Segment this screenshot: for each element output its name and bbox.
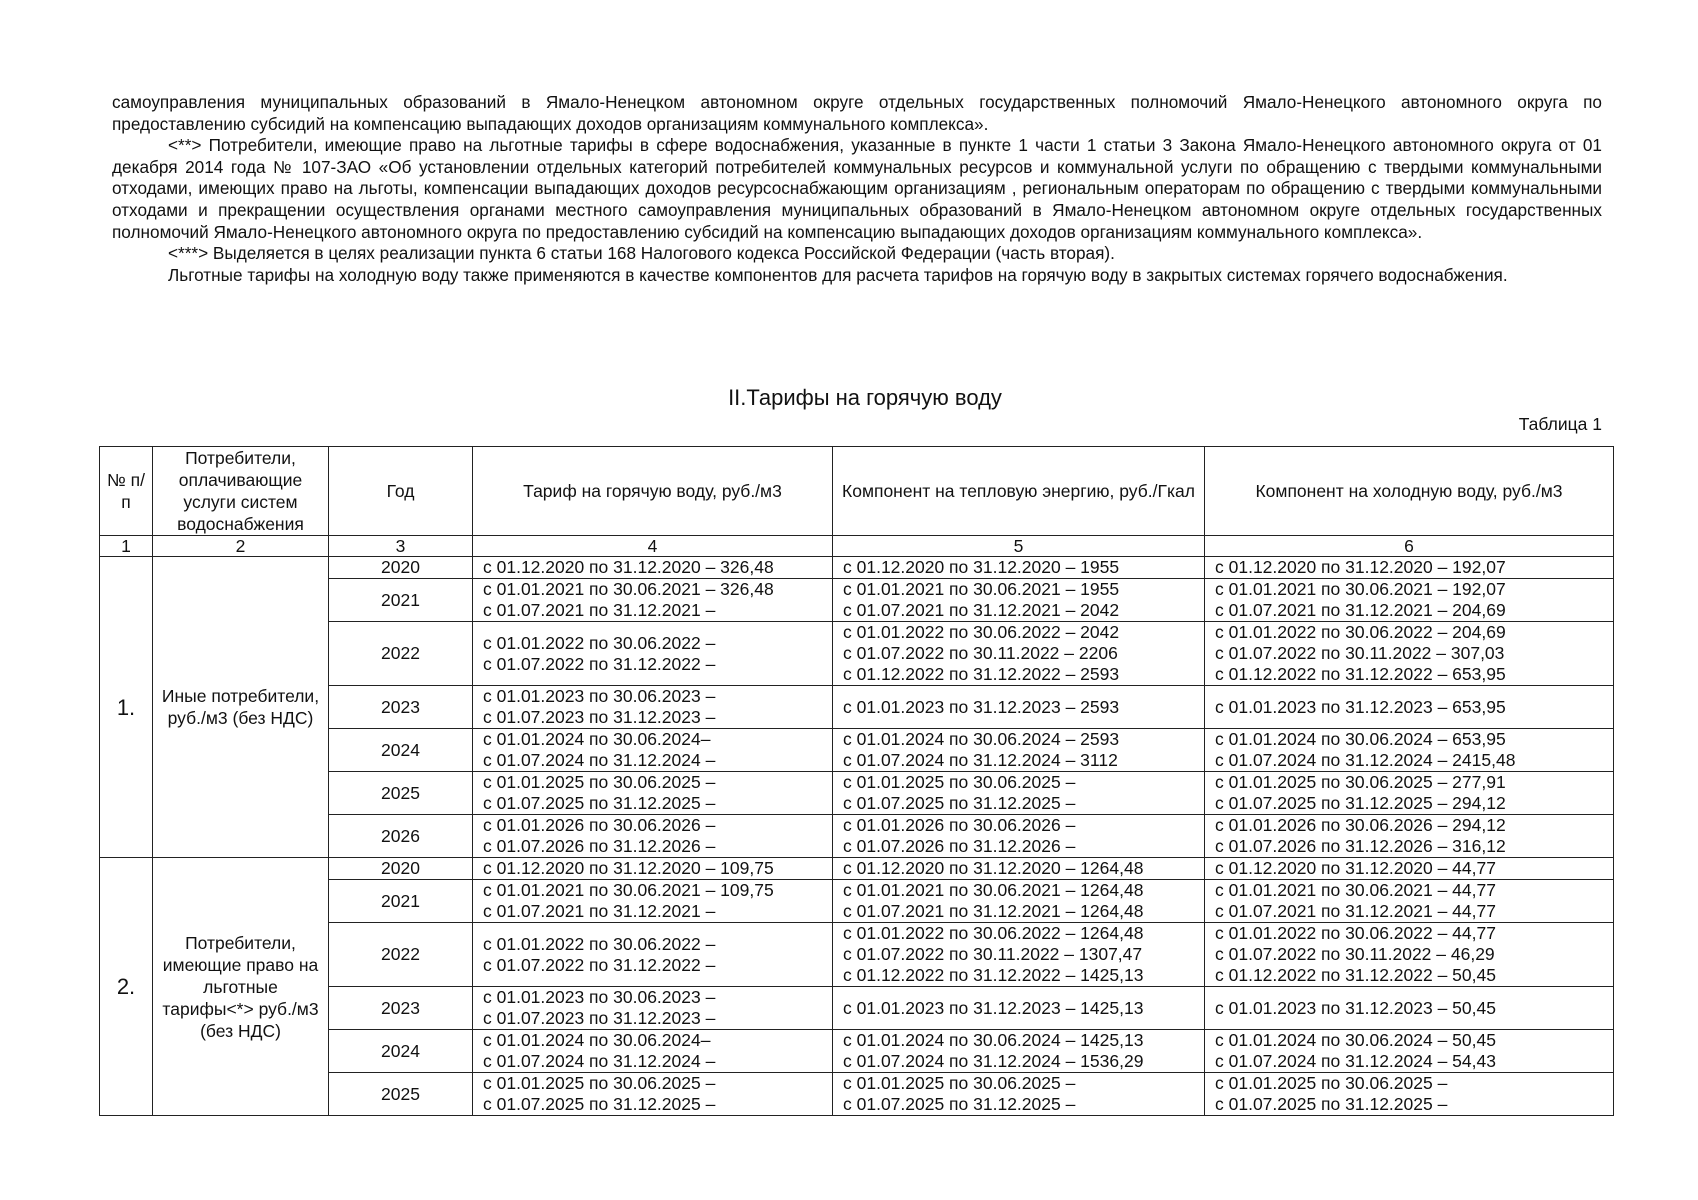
hot-water-tariff-cell — [473, 1030, 833, 1073]
consumer-category: Иные потребители, руб./м3 (без НДС) — [153, 557, 329, 858]
hot-water-tariff-cell — [473, 815, 833, 858]
year-cell: 2021 — [329, 579, 473, 622]
cold-water-component-cell — [1205, 1073, 1614, 1116]
tariff-period-line: с 01.01.2026 по 30.06.2026 – — [843, 815, 1076, 835]
tariff-period-line: с 01.01.2025 по 30.06.2025 – — [1215, 1073, 1448, 1093]
tariff-period-line: с 01.07.2026 по 31.12.2026 – — [483, 836, 716, 856]
column-number: 5 — [833, 536, 1205, 557]
table-caption: Таблица 1 — [1518, 414, 1602, 434]
tariff-period-line: с 01.01.2021 по 30.06.2021 – 109,75 — [483, 880, 774, 900]
tariff-period-line: с 01.01.2023 по 31.12.2023 – 2593 — [843, 696, 1120, 717]
tariff-period-line: с 01.07.2024 по 31.12.2024 – 1536,29 — [843, 1051, 1144, 1071]
row-group-number: 1. — [100, 557, 153, 858]
hot-water-tariff-cell — [473, 858, 833, 880]
paragraph-continuation: самоуправления муниципальных образований в Ямало-Ненецком автономном округе отдельных государственных полномочий Ямало-Ненецкого автономного округа по предоставлению субсидий на компенсацию выпадающих доходов организациям коммунального комплекса». — [112, 92, 1602, 134]
tariff-period-line: с 01.01.2025 по 30.06.2025 – — [843, 1073, 1076, 1093]
hot-water-tariff-cell — [473, 729, 833, 772]
year-cell: 2025 — [329, 1073, 473, 1116]
header-consumers: Потребители, оплачивающие услуги систем водоснабжения — [153, 447, 329, 536]
tariff-period-line: с 01.01.2025 по 30.06.2025 – — [483, 1073, 716, 1093]
cold-water-component-cell — [1205, 772, 1614, 815]
tariff-period-line: с 01.07.2022 по 30.11.2022 – 2206 — [843, 643, 1118, 663]
column-number: 4 — [473, 536, 833, 557]
header-cold-water-component: Компонент на холодную воду, руб./м3 — [1205, 447, 1614, 536]
tariff-period-line: с 01.01.2024 по 30.06.2024– — [483, 1030, 711, 1050]
tariff-period-line: с 01.07.2025 по 31.12.2025 – — [1215, 1094, 1448, 1114]
tariff-period-line: с 01.01.2023 по 31.12.2023 – 653,95 — [1215, 696, 1506, 717]
tariff-period-line: с 01.07.2022 по 31.12.2022 – — [483, 653, 716, 674]
tariff-period-line: с 01.07.2022 по 31.12.2022 – — [483, 954, 716, 975]
tariff-period-line: с 01.07.2024 по 31.12.2024 – — [483, 1051, 716, 1071]
table-body — [100, 557, 1614, 1116]
hot-water-tariff-cell — [473, 772, 833, 815]
table-row — [100, 858, 1614, 880]
tariff-period-line: с 01.01.2022 по 30.06.2022 – 1264,48 — [843, 923, 1144, 943]
tariff-period-line: с 01.07.2025 по 31.12.2025 – — [483, 793, 716, 813]
year-cell: 2022 — [329, 622, 473, 686]
cold-water-component-cell — [1205, 729, 1614, 772]
hot-water-tariff-cell — [473, 880, 833, 923]
tariff-period-line: с 01.01.2021 по 30.06.2021 – 1955 — [843, 579, 1120, 599]
tariff-period-line: с 01.01.2022 по 30.06.2022 – 2042 — [843, 622, 1120, 642]
tariff-period-line: с 01.07.2021 по 31.12.2021 – — [483, 600, 716, 620]
tariff-period-line: с 01.12.2022 по 31.12.2022 – 50,45 — [1215, 965, 1496, 985]
tariff-period-line: с 01.01.2024 по 30.06.2024 – 2593 — [843, 729, 1120, 749]
tariff-period-line: с 01.01.2021 по 30.06.2021 – 192,07 — [1215, 579, 1506, 599]
consumer-category: Потребители, имеющие право на льготные тарифы<*> руб./м3 (без НДС) — [153, 858, 329, 1116]
hot-water-tariff-cell — [473, 923, 833, 987]
tariff-period-line: с 01.07.2024 по 31.12.2024 – 3112 — [843, 750, 1118, 770]
tariff-period-line: с 01.01.2024 по 30.06.2024 – 653,95 — [1215, 729, 1506, 749]
heat-component-cell — [833, 923, 1205, 987]
tariff-period-line: с 01.12.2020 по 31.12.2020 – 1955 — [843, 557, 1120, 577]
paragraph-note-cold-water: Льготные тарифы на холодную воду также применяются в качестве компонентов для расчета тарифов на горячую воду в закрытых системах горячего водоснабжения. — [168, 264, 1508, 285]
tariff-period-line: с 01.01.2026 по 30.06.2026 – 294,12 — [1215, 815, 1506, 835]
paragraph-footnote-double-star: <**> Потребители, имеющие право на льготные тарифы в сфере водоснабжения, указанные в пункте 1 части 1 статьи 3 Закона Ямало-Ненецкого автономного округа от 01 декабря 2014 года № 107-ЗАО «Об установлении отдельных категорий потребителей коммунальных ресурсов и коммунальной услуги по обращению с твердыми коммунальными отходами, имеющих право на льготы, компенсации выпадающих доходов ресурсоснабжающим организациям , региональным операторам по обращению с твердыми коммунальными отходами и прекращении осуществления органами местного самоуправления муниципальных образований в Ямало-Ненецком автономном округе отдельных государственных полномочий Ямало-Ненецкого автономного округа по предоставлению субсидий на компенсацию выпадающих доходов организациям коммунального комплекса». — [112, 135, 1602, 242]
paragraph-footnote-triple-star: <***> Выделяется в целях реализации пункта 6 статьи 168 Налогового кодекса Российской Федерации (часть вторая). — [168, 243, 1115, 264]
tariff-period-line: с 01.01.2021 по 30.06.2021 – 326,48 — [483, 579, 774, 599]
tariff-period-line: с 01.12.2020 по 31.12.2020 – 109,75 — [483, 858, 774, 878]
tariff-period-line: с 01.07.2026 по 31.12.2026 – — [843, 836, 1076, 856]
table-row — [100, 557, 1614, 579]
column-number: 2 — [153, 536, 329, 557]
column-number: 3 — [329, 536, 473, 557]
tariff-period-line: с 01.07.2024 по 31.12.2024 – — [483, 750, 716, 770]
tariff-period-line: с 01.07.2021 по 31.12.2021 – — [483, 901, 716, 921]
heat-component-cell — [833, 1030, 1205, 1073]
footnotes-block — [112, 92, 1602, 286]
tariff-period-line: с 01.01.2023 по 31.12.2023 – 1425,13 — [843, 997, 1144, 1018]
tariff-period-line: с 01.07.2021 по 31.12.2021 – 1264,48 — [843, 901, 1144, 921]
tariff-period-line: с 01.12.2022 по 31.12.2022 – 653,95 — [1215, 664, 1506, 684]
column-number: 6 — [1205, 536, 1614, 557]
tariff-period-line: с 01.07.2023 по 31.12.2023 – — [483, 1008, 716, 1028]
cold-water-component-cell — [1205, 923, 1614, 987]
cold-water-component-cell — [1205, 858, 1614, 880]
tariff-period-line: с 01.07.2026 по 31.12.2026 – 316,12 — [1215, 836, 1506, 856]
tariff-period-line: с 01.07.2025 по 31.12.2025 – — [843, 793, 1076, 813]
tariff-period-line: с 01.07.2025 по 31.12.2025 – — [843, 1094, 1076, 1114]
hot-water-tariff-cell — [473, 622, 833, 686]
hot-water-tariff-cell — [473, 557, 833, 579]
tariff-period-line: с 01.01.2025 по 30.06.2025 – — [483, 772, 716, 792]
tariff-period-line: с 01.12.2020 по 31.12.2020 – 44,77 — [1215, 858, 1496, 878]
tariff-period-line: с 01.07.2024 по 31.12.2024 – 54,43 — [1215, 1051, 1496, 1071]
tariff-period-line: с 01.12.2022 по 31.12.2022 – 2593 — [843, 664, 1120, 684]
tariff-period-line: с 01.12.2022 по 31.12.2022 – 1425,13 — [843, 965, 1144, 985]
section-title: II.Тарифы на горячую воду — [728, 385, 1002, 410]
tariff-period-line: с 01.01.2022 по 30.06.2022 – — [483, 933, 716, 954]
hot-water-tariff-cell — [473, 579, 833, 622]
cold-water-component-cell — [1205, 557, 1614, 579]
table-header-row — [100, 447, 1614, 536]
tariff-period-line: с 01.12.2020 по 31.12.2020 – 326,48 — [483, 557, 774, 577]
tariff-period-line: с 01.01.2026 по 30.06.2026 – — [483, 815, 716, 835]
tariff-period-line: с 01.07.2024 по 31.12.2024 – 2415,48 — [1215, 750, 1516, 770]
year-cell: 2021 — [329, 880, 473, 923]
tariff-period-line: с 01.07.2022 по 30.11.2022 – 1307,47 — [843, 944, 1143, 964]
tariff-period-line: с 01.07.2023 по 31.12.2023 – — [483, 707, 716, 727]
heat-component-cell — [833, 579, 1205, 622]
header-index: № п/п — [100, 447, 153, 536]
tariff-period-line: с 01.01.2024 по 30.06.2024 – 50,45 — [1215, 1030, 1496, 1050]
cold-water-component-cell — [1205, 987, 1614, 1030]
tariff-period-line: с 01.07.2025 по 31.12.2025 – 294,12 — [1215, 793, 1506, 813]
hot-water-tariff-cell — [473, 686, 833, 729]
tariff-period-line: с 01.12.2020 по 31.12.2020 – 192,07 — [1215, 557, 1506, 577]
column-number-row — [100, 536, 1614, 557]
tariff-period-line: с 01.01.2022 по 30.06.2022 – 204,69 — [1215, 622, 1506, 642]
heat-component-cell — [833, 1073, 1205, 1116]
tariff-period-line: с 01.01.2024 по 30.06.2024– — [483, 729, 711, 749]
heat-component-cell — [833, 686, 1205, 729]
heat-component-cell — [833, 880, 1205, 923]
tariff-period-line: с 01.07.2025 по 31.12.2025 – — [483, 1094, 716, 1114]
cold-water-component-cell — [1205, 579, 1614, 622]
cold-water-component-cell — [1205, 880, 1614, 923]
tariff-period-line: с 01.01.2021 по 30.06.2021 – 1264,48 — [843, 880, 1144, 900]
header-hot-water-tariff: Тариф на горячую воду, руб./м3 — [473, 447, 833, 536]
year-cell: 2024 — [329, 729, 473, 772]
tariff-period-line: с 01.07.2022 по 30.11.2022 – 307,03 — [1215, 643, 1505, 663]
year-cell: 2020 — [329, 858, 473, 880]
year-cell: 2023 — [329, 686, 473, 729]
tariff-period-line: с 01.07.2021 по 31.12.2021 – 2042 — [843, 600, 1120, 620]
year-cell: 2023 — [329, 987, 473, 1030]
tariff-period-line: с 01.01.2021 по 30.06.2021 – 44,77 — [1215, 880, 1496, 900]
heat-component-cell — [833, 622, 1205, 686]
heat-component-cell — [833, 729, 1205, 772]
cold-water-component-cell — [1205, 815, 1614, 858]
year-cell: 2022 — [329, 923, 473, 987]
tariff-period-line: с 01.01.2024 по 30.06.2024 – 1425,13 — [843, 1030, 1144, 1050]
year-cell: 2024 — [329, 1030, 473, 1073]
column-number: 1 — [100, 536, 153, 557]
tariff-period-line: с 01.01.2025 по 30.06.2025 – 277,91 — [1215, 772, 1506, 792]
cold-water-component-cell — [1205, 622, 1614, 686]
tariffs-table — [99, 446, 1614, 1116]
row-group-number: 2. — [100, 858, 153, 1116]
hot-water-tariff-cell — [473, 1073, 833, 1116]
tariff-period-line: с 01.12.2020 по 31.12.2020 – 1264,48 — [843, 858, 1144, 878]
heat-component-cell — [833, 772, 1205, 815]
tariff-period-line: с 01.07.2022 по 30.11.2022 – 46,29 — [1215, 944, 1495, 964]
tariff-period-line: с 01.01.2023 по 30.06.2023 – — [483, 686, 716, 706]
heat-component-cell — [833, 987, 1205, 1030]
tariff-period-line: с 01.07.2021 по 31.12.2021 – 204,69 — [1215, 600, 1506, 620]
tariff-period-line: с 01.01.2022 по 30.06.2022 – — [483, 632, 716, 653]
header-year: Год — [329, 447, 473, 536]
tariff-period-line: с 01.01.2023 по 30.06.2023 – — [483, 987, 716, 1007]
tariff-period-line: с 01.01.2023 по 31.12.2023 – 50,45 — [1215, 997, 1496, 1018]
cold-water-component-cell — [1205, 1030, 1614, 1073]
tariff-period-line: с 01.01.2022 по 30.06.2022 – 44,77 — [1215, 923, 1496, 943]
year-cell: 2026 — [329, 815, 473, 858]
tariff-period-line: с 01.07.2021 по 31.12.2021 – 44,77 — [1215, 901, 1496, 921]
heat-component-cell — [833, 557, 1205, 579]
tariff-period-line: с 01.01.2025 по 30.06.2025 – — [843, 772, 1076, 792]
header-heat-component: Компонент на тепловую энергию, руб./Гкал — [833, 447, 1205, 536]
cold-water-component-cell — [1205, 686, 1614, 729]
heat-component-cell — [833, 858, 1205, 880]
heat-component-cell — [833, 815, 1205, 858]
hot-water-tariff-cell — [473, 987, 833, 1030]
year-cell: 2025 — [329, 772, 473, 815]
year-cell: 2020 — [329, 557, 473, 579]
